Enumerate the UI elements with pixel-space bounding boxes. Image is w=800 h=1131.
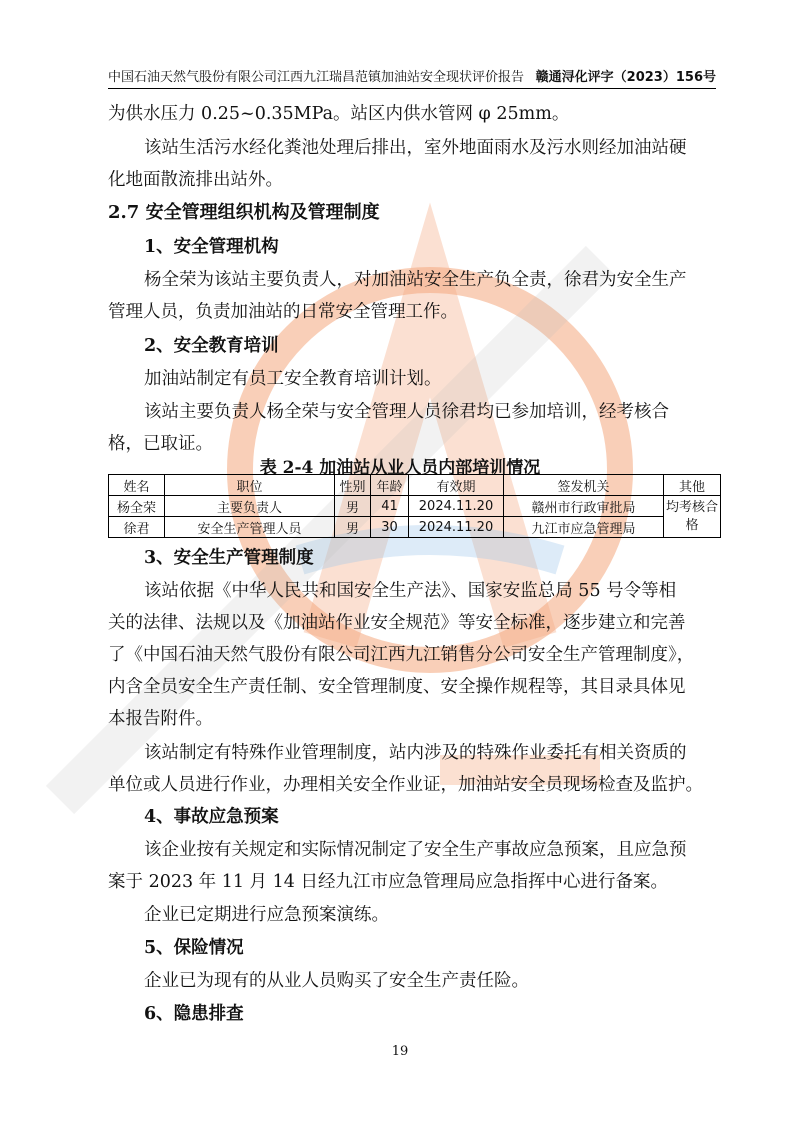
header-cell: 其他 bbox=[664, 475, 721, 496]
paragraph-sewage-2: 化地面散流排出站外。 bbox=[108, 170, 283, 190]
cell-gender: 男 bbox=[335, 517, 371, 538]
subheading-safety-system: 3、安全生产管理制度 bbox=[144, 548, 314, 568]
table-caption: 表 2-4 加油站从业人员内部培训情况 bbox=[259, 458, 541, 478]
table-header-row bbox=[109, 475, 721, 496]
header-cell: 性别 bbox=[335, 475, 371, 496]
header-cell: 签发机关 bbox=[504, 475, 664, 496]
cell-age: 30 bbox=[371, 517, 409, 538]
header-cell: 有效期 bbox=[409, 475, 504, 496]
cell-issuer: 赣州市行政审批局 bbox=[504, 496, 664, 517]
paragraph-training-plan: 加油站制定有员工安全教育培训计划。 bbox=[144, 369, 442, 389]
page-header bbox=[108, 64, 716, 84]
table-row bbox=[109, 517, 721, 538]
paragraph-insurance: 企业已为现有的从业人员购买了安全生产责任险。 bbox=[144, 971, 529, 991]
header-cell: 姓名 bbox=[109, 475, 165, 496]
cell-age: 41 bbox=[371, 496, 409, 517]
paragraph-system-2: 关的法律、法规以及《加油站作业安全规范》等安全标准，逐步建立和完善 bbox=[108, 613, 686, 633]
header-report-number: 赣通浔化评字（2023）156号 bbox=[535, 70, 716, 85]
paragraph-special-work-2: 单位或人员进行作业，办理相关安全作业证，加油站安全员现场检查及监护。 bbox=[108, 775, 703, 795]
cell-position: 安全生产管理人员 bbox=[165, 517, 335, 538]
paragraph-system-4: 内含全员安全生产责任制、安全管理制度、安全操作规程等，其目录具体见 bbox=[108, 677, 686, 697]
paragraph-system-3: 了《中国石油天然气股份有限公司江西九江销售分公司安全生产管理制度》， bbox=[108, 645, 695, 665]
header-cell: 职位 bbox=[165, 475, 335, 496]
training-table bbox=[108, 474, 721, 538]
section-heading-2-7: 2.7 安全管理组织机构及管理制度 bbox=[108, 202, 380, 223]
header-title: 中国石油天然气股份有限公司江西九江瑞昌范镇加油站安全现状评价报告 bbox=[108, 70, 525, 85]
cell-validity: 2024.11.20 bbox=[409, 496, 504, 517]
paragraph-emergency-2: 案于 2023 年 11 月 14 日经九江市应急管理局应急指挥中心进行备案。 bbox=[108, 872, 668, 892]
paragraph-drill: 企业已定期进行应急预案演练。 bbox=[144, 905, 389, 925]
paragraph-sewage-1: 该站生活污水经化粪池处理后排出，室外地面雨水及污水则经加油站硬 bbox=[144, 138, 687, 158]
cell-name: 杨全荣 bbox=[109, 496, 165, 517]
paragraph-water-pressure: 为供水压力 0.25~0.35MPa。站区内供水管网 φ 25mm。 bbox=[108, 104, 570, 124]
paragraph-system-5: 本报告附件。 bbox=[108, 709, 213, 729]
paragraph-management-1: 杨全荣为该站主要负责人，对加油站安全生产负全责，徐君为安全生产 bbox=[144, 270, 687, 290]
subheading-insurance: 5、保险情况 bbox=[144, 938, 244, 958]
paragraph-management-2: 管理人员，负责加油站的日常安全管理工作。 bbox=[108, 302, 458, 322]
page-number: 19 bbox=[391, 1044, 409, 1059]
subheading-emergency-plan: 4、事故应急预案 bbox=[144, 807, 279, 827]
table-row bbox=[109, 496, 721, 517]
paragraph-system-1: 该站依据《中华人民共和国安全生产法》、国家安监总局 55 号令等相 bbox=[144, 581, 677, 601]
paragraph-training-2: 格，已取证。 bbox=[108, 434, 213, 454]
cell-name: 徐君 bbox=[109, 517, 165, 538]
paragraph-special-work-1: 该站制定有特殊作业管理制度，站内涉及的特殊作业委托有相关资质的 bbox=[144, 743, 687, 763]
subheading-training: 2、安全教育培训 bbox=[144, 336, 279, 356]
cell-position: 主要负责人 bbox=[165, 496, 335, 517]
header-divider bbox=[108, 88, 716, 89]
cell-validity: 2024.11.20 bbox=[409, 517, 504, 538]
subheading-hazard-check: 6、隐患排查 bbox=[144, 1004, 244, 1024]
cell-issuer: 九江市应急管理局 bbox=[504, 517, 664, 538]
subheading-management-org: 1、安全管理机构 bbox=[144, 237, 279, 257]
header-cell: 年龄 bbox=[371, 475, 409, 496]
cell-other: 均考核合格 bbox=[664, 496, 721, 538]
paragraph-training-1: 该站主要负责人杨全荣与安全管理人员徐君均已参加培训，经考核合 bbox=[144, 402, 669, 422]
paragraph-emergency-1: 该企业按有关规定和实际情况制定了安全生产事故应急预案，且应急预 bbox=[144, 840, 687, 860]
cell-gender: 男 bbox=[335, 496, 371, 517]
